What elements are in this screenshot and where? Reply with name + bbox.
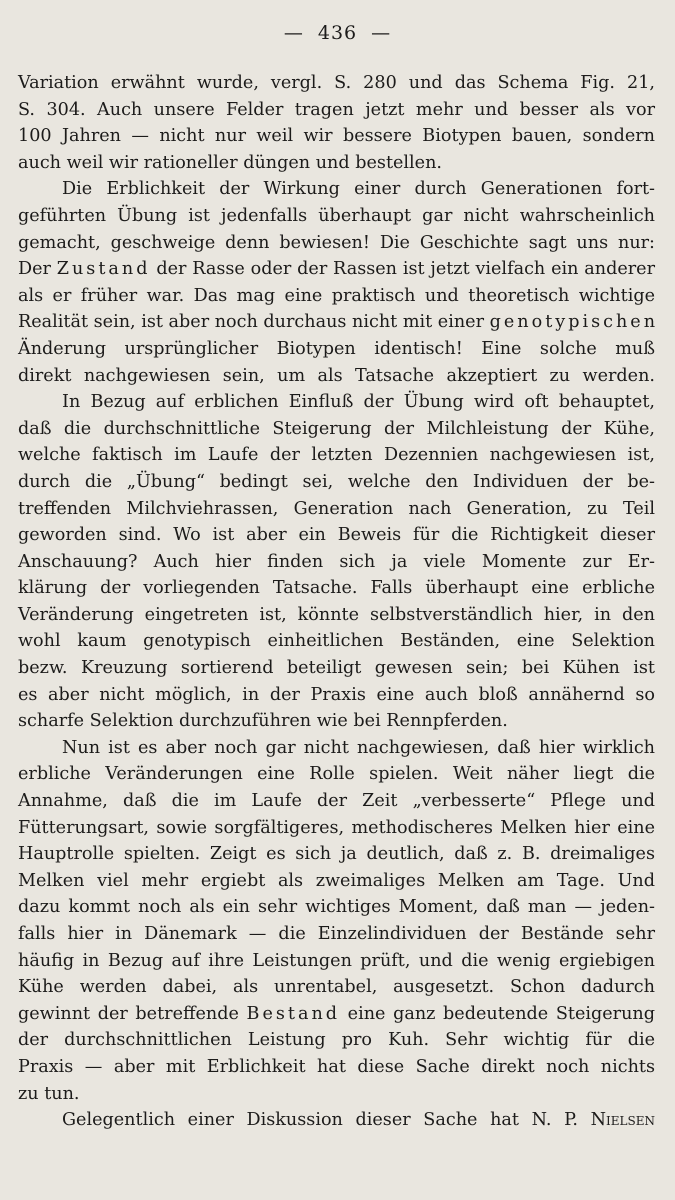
text-line: wohl kaum genotypisch einheitlichen Beständen, eine Selektion — [18, 631, 655, 652]
text-line: Hauptrolle spielten. Zeigt es sich ja deutlich, daß z. B. dreimaliges — [18, 844, 655, 865]
header-dash-left: — — [283, 22, 304, 44]
page-number: 436 — [317, 22, 358, 44]
text-line: Änderung ursprünglicher Biotypen identisch! Eine solche muß — [18, 338, 655, 359]
text-line: klärung der vorliegenden Tatsache. Falls überhaupt eine erbliche — [18, 578, 655, 599]
text-line: bezw. Kreuzung sortierend beteiligt gewesen sein; bei Kühen ist — [18, 658, 655, 679]
page-header — [0, 22, 675, 44]
text-line: Die Erblichkeit der Wirkung einer durch Generationen fort- — [62, 179, 655, 200]
text-line: S. 304. Auch unsere Felder tragen jetzt mehr und besser als vor — [18, 99, 655, 120]
text-line: Realität sein, ist aber noch durchaus nicht mit einer genotypischen — [18, 312, 659, 333]
text-line: Anschauung? Auch hier finden sich ja viele Momente zur Er- — [18, 551, 655, 572]
text-line: Praxis — aber mit Erblichkeit hat diese Sache direkt noch nichts — [18, 1056, 655, 1077]
text-line: erbliche Veränderungen eine Rolle spielen. Weit näher liegt die — [18, 764, 655, 785]
text-line: Gelegentlich einer Diskussion dieser Sache hat N. P. Nielsen — [62, 1110, 655, 1131]
text-line: als er früher war. Das mag eine praktisch und theoretisch wichtige — [18, 285, 655, 306]
author-name-small-caps: Nielsen — [590, 1110, 655, 1131]
text-line: 100 Jahren — nicht nur weil wir bessere Biotypen bauen, sondern — [18, 126, 655, 147]
text-line: geworden sind. Wo ist aber ein Beweis für die Richtigkeit dieser — [18, 525, 655, 546]
text-line: dazu kommt noch als ein sehr wichtiges Moment, daß man — jeden- — [18, 897, 655, 918]
text-line: zu tun. — [18, 1083, 80, 1104]
text-line: Melken viel mehr ergiebt als zweimaliges Melken am Tage. Und — [18, 870, 655, 891]
text-line: Annahme, daß die im Laufe der Zeit „verbesserte“ Pflege und — [18, 791, 655, 812]
text-line: treffenden Milchviehrassen, Generation nach Generation, zu Teil — [18, 498, 655, 519]
text-line: auch weil wir rationeller düngen und bestellen. — [18, 152, 443, 173]
text-line: welche faktisch im Laufe der letzten Dezennien nachgewiesen ist, — [18, 445, 655, 466]
text-line: falls hier in Dänemark — die Einzelindividuen der Bestände sehr — [18, 924, 655, 944]
header-dash-right: — — [371, 22, 392, 44]
emphasis-spaced: Bestand — [246, 1003, 341, 1024]
text-line: scharfe Selektion durchzuführen wie bei Rennpferden. — [18, 711, 508, 732]
text-line: geführten Übung ist jedenfalls überhaupt gar nicht wahrscheinlich — [18, 205, 655, 226]
text-line: gemacht, geschweige denn bewiesen! Die Geschichte sagt uns nur: — [18, 232, 655, 253]
emphasis-spaced: Zustand — [56, 259, 151, 280]
text-line: daß die durchschnittliche Steigerung der Milchleistung der Kühe, — [18, 418, 655, 439]
text-line: häufig in Bezug auf ihre Leistungen prüft, und die wenig ergiebigen — [18, 950, 655, 971]
text-line: direkt nachgewiesen sein, um als Tatsache akzeptiert zu werden. — [18, 365, 655, 386]
text-line: Veränderung eingetreten ist, könnte selbstverständlich hier, in den — [18, 604, 655, 625]
text-line: gewinnt der betreffende Bestand eine ganz bedeutende Steigerung — [18, 1003, 655, 1024]
emphasis-spaced: genotypischen — [489, 312, 659, 333]
text-line: der durchschnittlichen Leistung pro Kuh. Sehr wichtig für die — [18, 1030, 655, 1051]
text-line: Fütterungsart, sowie sorgfältigeres, methodischeres Melken hier eine — [18, 817, 655, 838]
text-body — [18, 70, 659, 1134]
text-line: In Bezug auf erblichen Einfluß der Übung wird oft behauptet, — [62, 392, 655, 413]
text-line: Kühe werden dabei, als unrentabel, ausgesetzt. Schon dadurch — [18, 977, 655, 998]
text-line: Der Zustand der Rasse oder der Rassen ist jetzt vielfach ein anderer — [18, 259, 655, 280]
text-line: Nun ist es aber noch gar nicht nachgewiesen, daß hier wirklich — [62, 737, 655, 758]
text-line: es aber nicht möglich, in der Praxis eine auch bloß annähernd so — [18, 684, 655, 705]
text-line: Variation erwähnt wurde, vergl. S. 280 und das Schema Fig. 21, — [18, 73, 655, 93]
text-line: durch die „Übung“ bedingt sei, welche den Individuen der be- — [18, 471, 655, 492]
